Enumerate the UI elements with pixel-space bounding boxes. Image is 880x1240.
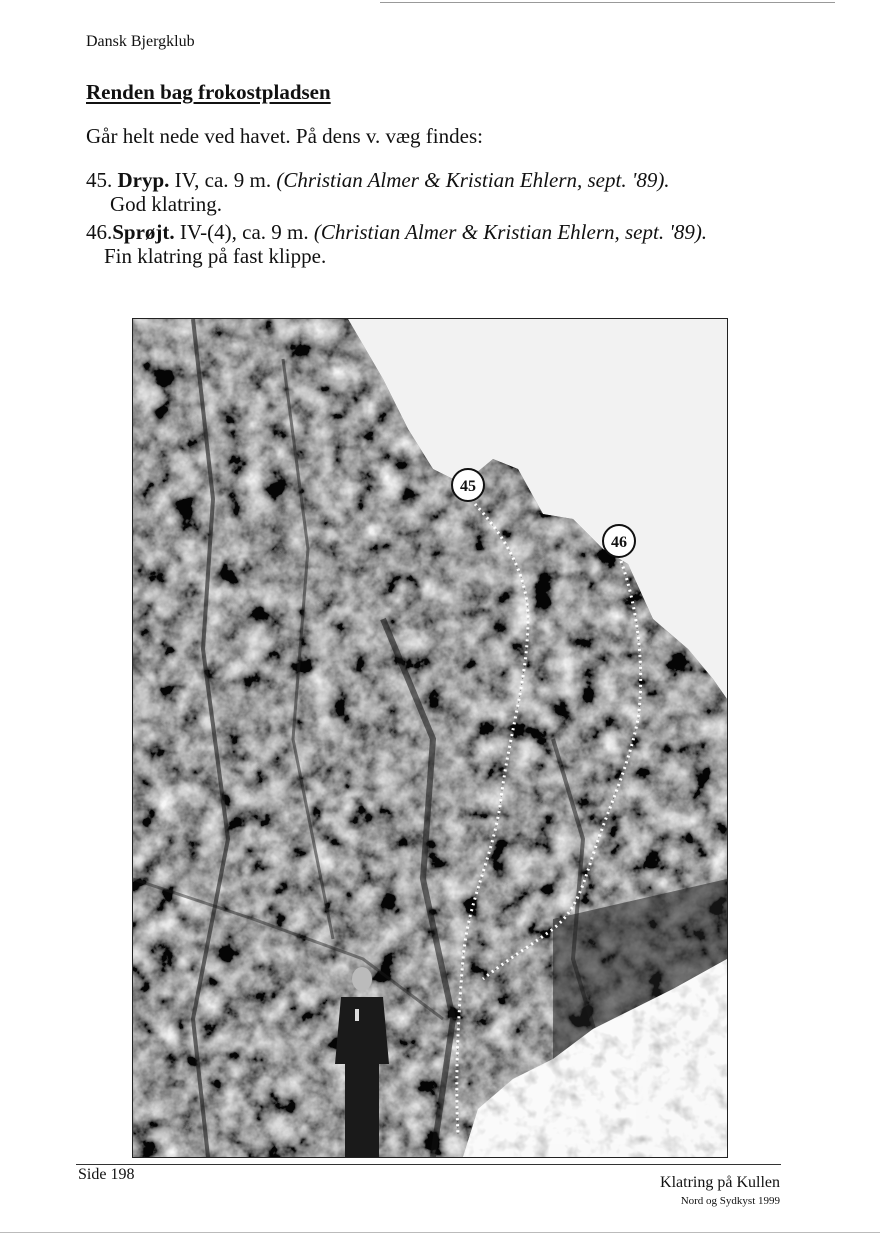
section-intro: Går helt nede ved havet. På dens v. væg findes: [86,124,483,148]
route-name: Sprøjt. [112,220,175,244]
route-45-line [86,168,670,192]
route-description: Fin klatring på fast klippe. [104,244,327,268]
route-number: 46. [86,220,113,244]
route-46 [86,220,707,268]
route-marker-label: 46 [611,534,627,551]
page-number: Side 198 [78,1166,135,1183]
route-description: God klatring. [110,192,222,216]
route-marker-45 [452,469,484,501]
route-grade: IV-(4), ca. 9 m. [174,220,314,244]
book-subtitle: Nord og Sydkyst 1999 [680,1195,780,1207]
route-credit: (Christian Almer & Kristian Ehlern, sept. '89). [313,220,708,244]
top-rule [380,2,835,3]
route-credit: (Christian Almer & Kristian Ehlern, sept. '89). [276,168,670,192]
bottom-rule [0,1232,880,1233]
cliff-photo-image [133,319,727,1157]
route-grade: IV, ca. 9 m. [169,168,277,192]
route-name: Dryp. [117,168,170,192]
page-header: Dansk Bjergklub [86,33,195,50]
route-marker-label: 45 [460,478,476,495]
cliff-photo [132,318,728,1158]
book-title: Klatring på Kullen [660,1174,780,1191]
route-number: 45. [86,168,113,192]
route-marker-46 [603,525,635,557]
route-45 [86,168,670,216]
route-46-line [86,220,707,244]
section-title: Renden bag frokostpladsen [86,80,331,104]
footer-rule [76,1164,781,1165]
